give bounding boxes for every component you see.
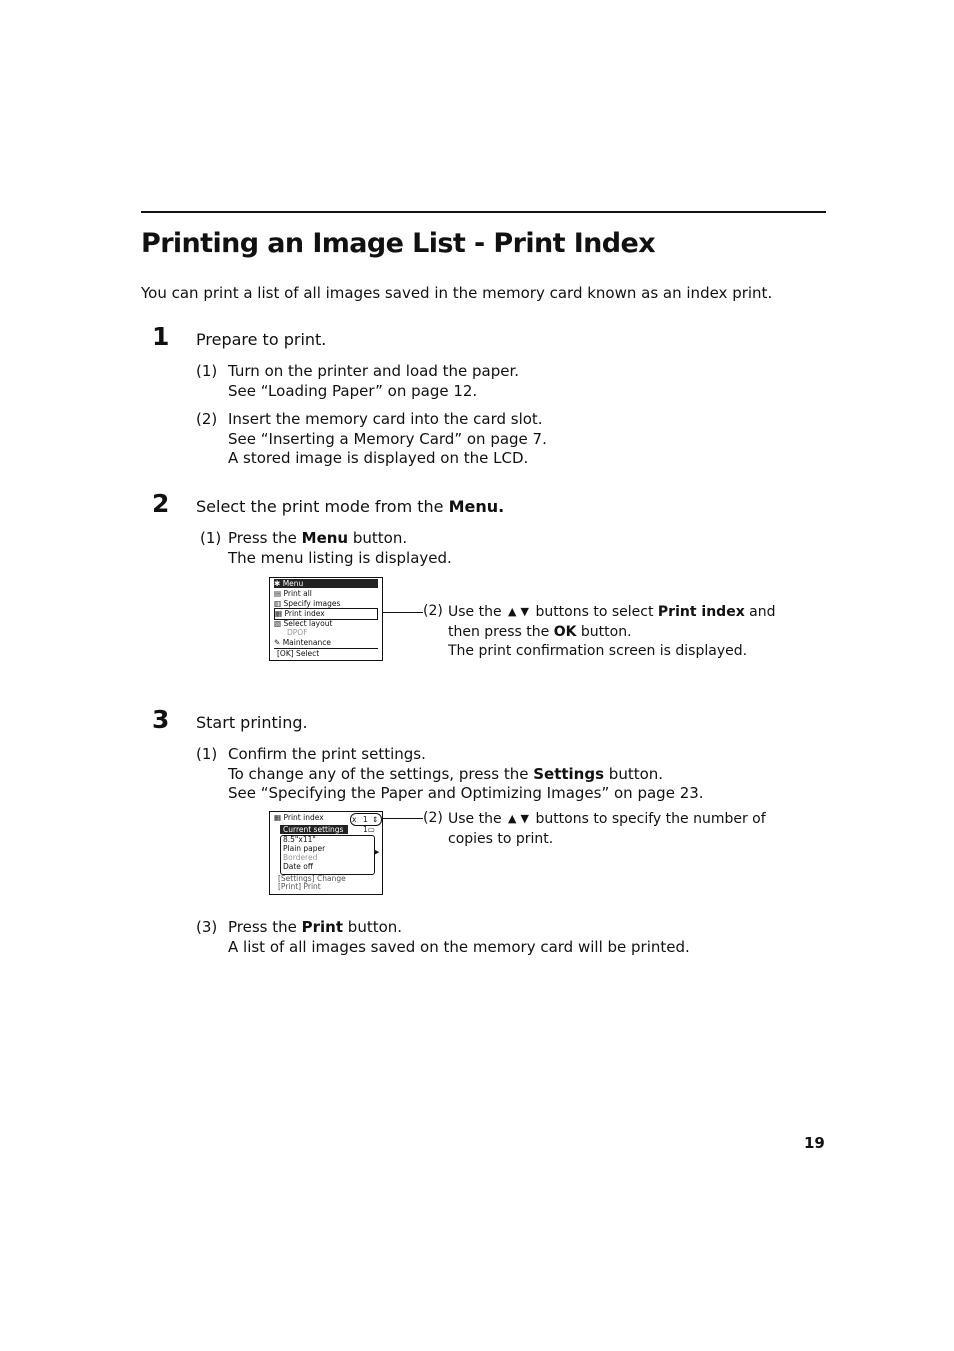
- lcd-menu-title: Menu: [282, 579, 304, 588]
- step-3-item-1-line-2: [228, 765, 704, 785]
- page-number: 19: [804, 1134, 825, 1152]
- step-2-item-1-pre: Press the: [228, 529, 302, 547]
- step-1-item-1: [228, 362, 519, 401]
- lcd-print-index-screen: [269, 811, 383, 895]
- step-3-note-line-2: copies to print.: [448, 830, 554, 847]
- step-3-item-1-line-3: See “Specifying the Paper and Optimizing Images” on page 23.: [228, 784, 704, 802]
- lcd-sheet-count-value: 1: [363, 825, 368, 834]
- lcd-menu-item-print-all: [274, 589, 312, 599]
- step-3-note-line-1: [448, 809, 766, 830]
- callout-line-1: [382, 612, 423, 613]
- print-button-label: Print: [301, 918, 344, 936]
- print-index-label: Print index: [657, 604, 745, 620]
- lcd-footer-print: [Print] Print: [278, 882, 321, 891]
- specify-images-icon: ▥: [274, 599, 282, 608]
- step-3-note-number: (2): [423, 810, 443, 826]
- menu-star-icon: ✱: [274, 579, 281, 588]
- step-3-item-3-number: (3): [196, 918, 218, 936]
- lcd-settings-header: [280, 825, 348, 834]
- intro-text: You can print a list of all images saved in the memory card known as an index print.: [141, 284, 773, 302]
- step-2-item-1-line-1: [228, 529, 452, 549]
- step-2-heading-bold: Menu.: [448, 497, 505, 516]
- copies-updown-icon: ⇕: [372, 815, 379, 824]
- step-3-item-1-line-1: Confirm the print settings.: [228, 745, 426, 763]
- print-index-icon: ▦: [274, 813, 282, 822]
- step-2-note-line-3: The print confirmation screen is displayed.: [448, 643, 748, 659]
- down-arrow-icon: ▼: [520, 605, 529, 618]
- step-2-note-line-1: [448, 602, 776, 623]
- print-all-icon: ▤: [274, 589, 282, 598]
- step-2-item-1-post: button.: [348, 529, 408, 547]
- lcd-settings-header-text: Current settings: [283, 825, 344, 834]
- step-3-item-1-number: (1): [196, 745, 218, 763]
- step-3-item-3-line-1: [228, 918, 690, 938]
- print-index-icon: ▦: [275, 609, 283, 618]
- step-2-heading: [196, 497, 504, 516]
- maintenance-icon: ✎: [274, 638, 281, 647]
- sheet-icon: ▭: [367, 825, 375, 834]
- header-rule: [141, 211, 826, 213]
- lcd-sheet-count: [363, 825, 375, 835]
- step-2-note-pre: Use the: [448, 604, 502, 620]
- step-2-item-1: [228, 529, 452, 568]
- step-3-item-3-line-2: A list of all images saved on the memory card will be printed.: [228, 937, 690, 956]
- lcd-setting-paper-size: 8.5"x11": [283, 835, 316, 844]
- menu-button-label: Menu: [301, 529, 349, 547]
- up-arrow-icon: ▲: [508, 812, 517, 825]
- step-3-note: [448, 809, 766, 849]
- lcd-menu-item-print-index: [274, 608, 378, 620]
- step-1-item-1-line-1: Turn on the printer and load the paper.: [228, 362, 520, 380]
- step-3-item-3-pre: Press the: [228, 918, 302, 936]
- lcd-setting-date: Date off: [283, 862, 314, 871]
- lcd-right-arrow-icon: ▶: [374, 848, 380, 856]
- step-2-heading-text: Select the print mode from the: [196, 497, 449, 516]
- lcd-menu-item-label: Maintenance: [282, 638, 331, 647]
- step-1-item-2-line-2: See “Inserting a Memory Card” on page 7.: [228, 429, 547, 448]
- lcd-menu-item-maintenance: [274, 638, 331, 648]
- step-3-item-1-line-2-pre: To change any of the settings, press the: [228, 764, 534, 783]
- step-2-item-1-number: (1): [200, 529, 222, 547]
- step-3-item-3: [228, 918, 690, 957]
- lcd-footer-settings: [Settings] Change: [278, 874, 346, 883]
- lcd-menu-screen: [269, 577, 383, 661]
- lcd-menu-item-label: Print index: [284, 609, 325, 618]
- lcd-menu-item-label: Select layout: [283, 619, 333, 628]
- lcd-copies-prefix: x: [352, 815, 357, 824]
- step-1-number: 1: [152, 322, 170, 351]
- lcd-menu-footer: [OK] Select: [277, 649, 320, 658]
- step-1-item-2: [228, 410, 547, 469]
- lcd-copies-value: 1: [362, 815, 368, 824]
- callout-line-2: [382, 818, 423, 819]
- select-layout-icon: ▧: [274, 619, 282, 628]
- lcd-setting-border: Bordered: [283, 853, 318, 862]
- step-3-heading: Start printing.: [196, 713, 308, 732]
- lcd-menu-item-label: Print all: [283, 589, 312, 598]
- step-2-note-mid: buttons to select: [535, 604, 658, 620]
- step-2-note-number: (2): [423, 603, 443, 619]
- step-1-item-2-line-3: A stored image is displayed on the LCD.: [228, 449, 529, 467]
- lcd-print-index-title-text: Print index: [283, 813, 324, 822]
- lcd-print-index-title: [274, 813, 324, 823]
- step-3-item-1: [228, 745, 704, 804]
- step-3-item-1-line-2-post: button.: [604, 764, 664, 783]
- step-2-note-line-2-post: button.: [576, 623, 632, 640]
- page-title: Printing an Image List - Print Index: [141, 228, 656, 259]
- step-2-note: [448, 602, 776, 662]
- up-arrow-icon: ▲: [508, 605, 517, 618]
- lcd-menu-item-dpof: DPOF: [287, 628, 308, 637]
- step-3-number: 3: [152, 705, 170, 734]
- step-2-note-post: and: [744, 604, 776, 620]
- step-1-item-1-line-2: See “Loading Paper” on page 12.: [228, 381, 478, 400]
- step-3-item-3-post: button.: [343, 918, 403, 936]
- step-1-heading: Prepare to print.: [196, 330, 327, 349]
- step-2-number: 2: [152, 489, 170, 518]
- step-1-item-2-line-1: Insert the memory card into the card slot.: [228, 410, 543, 428]
- step-2-note-line-2-pre: then press the: [448, 623, 554, 640]
- step-3-note-pre: Use the: [448, 811, 502, 827]
- step-2-item-1-line-2: The menu listing is displayed.: [228, 548, 452, 567]
- step-1-item-2-number: (2): [196, 410, 218, 428]
- down-arrow-icon: ▼: [520, 812, 529, 825]
- step-1-item-1-number: (1): [196, 362, 218, 380]
- lcd-setting-media-type: Plain paper: [283, 844, 326, 853]
- settings-button-label: Settings: [533, 764, 605, 783]
- lcd-menu-item-label: Specify images: [283, 599, 341, 608]
- step-2-note-line-2: [448, 623, 776, 643]
- lcd-menu-title-bar: [274, 579, 378, 588]
- ok-button-label: OK: [553, 623, 577, 640]
- step-3-note-mid: buttons to specify the number of: [535, 811, 766, 827]
